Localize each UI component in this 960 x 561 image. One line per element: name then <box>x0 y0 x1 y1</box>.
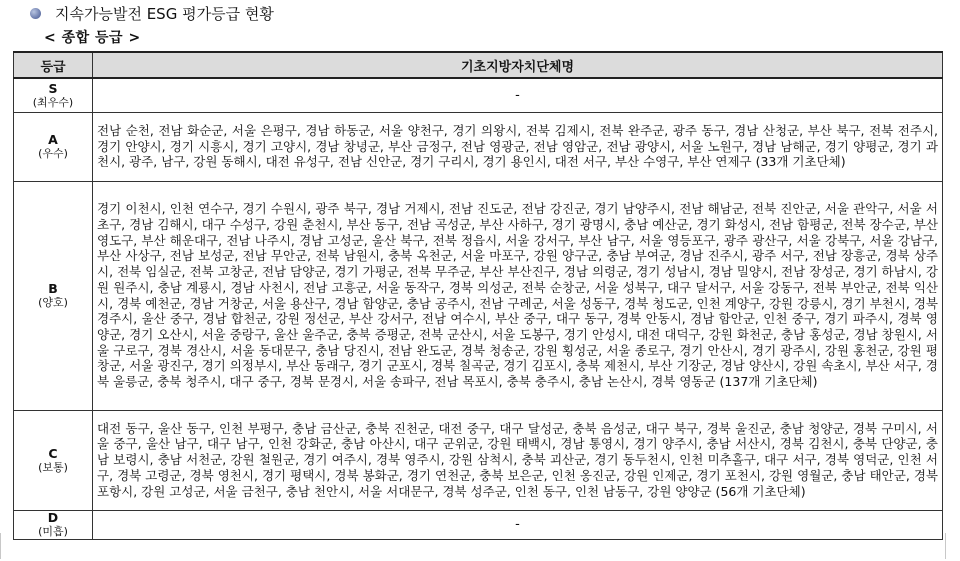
entities-cell: - <box>93 78 943 112</box>
entities-cell: - <box>93 510 943 539</box>
grade-letter: A <box>48 132 58 147</box>
table-row-c <box>14 410 943 510</box>
grade-label: (우수) <box>38 147 68 160</box>
table-row-a <box>14 112 943 181</box>
grade-letter: D <box>47 510 59 525</box>
page-margin-mark <box>945 533 946 559</box>
table-header-row <box>14 52 943 78</box>
grade-table <box>13 51 943 540</box>
entities-cell: 전남 순천, 전남 화순군, 서울 은평구, 경남 하동군, 서울 양천구, 경기 의왕시, 전북 김제시, 전북 완주군, 광주 동구, 경남 산청군, 부산 북구, 전북 전주시, 경기 안양시, 경기 시흥시, 경기 고양시, 경남 창녕군, 부산 금정구, 전남 영광군, 전남 영암군, 전남 광양시, 서울 노원구, 경남 남해군, 경기 양평군, 경기 과천시, 광주, 남구, 강원 동해시, 대전 유성구, 전남 신안군, 경기 구리시, 경기 용인시, 대전 서구, 부산 수영구, 부산 연제구 (33개 기초단체) <box>93 112 943 181</box>
grade-letter: C <box>48 445 58 461</box>
header-entities: 기초지방자치단체명 <box>93 52 943 78</box>
page-title-text: 지속가능발전 ESG 평가등급 현황 <box>55 4 274 23</box>
page-margin-mark <box>0 533 1 559</box>
table-row-d <box>14 510 943 539</box>
grade-letter: B <box>48 281 58 296</box>
grade-label: (미흡) <box>38 525 68 538</box>
page-title <box>30 2 274 24</box>
grade-label: (양호) <box>38 296 68 309</box>
table-row-b <box>14 181 943 410</box>
grade-cell <box>14 181 93 410</box>
grade-letter: S <box>48 80 58 96</box>
grade-cell <box>14 112 93 181</box>
entities-cell: 대전 동구, 울산 동구, 인천 부평구, 충남 금산군, 충북 진천군, 대전 중구, 대구 달성군, 충북 음성군, 대구 북구, 경북 울진군, 충남 청양군, 경북 구미시, 서울 중구, 울산 남구, 대구 남구, 인천 강화군, 충남 아산시, 대구 군위군, 강원 태백시, 경남 통영시, 경기 양주시, 충남 서산시, 경북 김천시, 충북 단양군, 충남 보령시, 충남 서천군, 강원 철원군, 경기 여주시, 경북 영주시, 강원 삼척시, 충북 괴산군, 경기 동두천시, 인천 미추홀구, 대구 서구, 경북 영덕군, 인천 서구, 경북 고령군, 경북 영천시, 경기 평택시, 경북 봉화군, 경기 연천군, 충북 보은군, 인천 옹진군, 강원 인제군, 경기 포천시, 강원 영월군, 충남 태안군, 경북 포항시, 강원 고성군, 서울 금천구, 충남 천안시, 서울 서대문구, 경북 성주군, 인천 동구, 인천 남동구, 강원 양양군 (56개 기초단체) <box>93 410 943 510</box>
section-subtitle: < 종합 등급 > <box>44 30 141 46</box>
entities-cell: 경기 이천시, 인천 연수구, 경기 수원시, 광주 북구, 경남 거제시, 전남 진도군, 전남 강진군, 경기 남양주시, 전남 해남군, 전북 진안군, 서울 관악구, 서울 서초구, 경남 김해시, 대구 수성구, 강원 춘천시, 부산 동구, 전남 곡성군, 부산 사하구, 경기 광명시, 충남 예산군, 경기 화성시, 전남 함평군, 전북 장수군, 부산 영도구, 부산 해운대구, 전남 나주시, 경남 고성군, 울산 북구, 전북 정읍시, 서울 강서구, 부산 남구, 서울 영등포구, 광주 광산구, 서울 강북구, 서울 강남구, 부산 사상구, 전남 보성군, 전남 무안군, 전북 남원시, 충북 옥천군, 서울 마포구, 강원 양구군, 충남 부여군, 경남 진주시, 광주 서구, 전남 장흥군, 경북 상주시, 전북 임실군, 전북 고창군, 전남 담양군, 경기 가평군, 전북 무주군, 부산 부산진구, 경남 의령군, 경기 성남시, 경남 밀양시, 전남 장성군, 경기 하남시, 강원 원주시, 충남 계룡시, 경남 사천시, 전남 고흥군, 서울 동작구, 경북 의성군, 전북 순창군, 서울 성북구, 대구 달서구, 서울 강동구, 전북 부안군, 전북 익산시, 경북 예천군, 경남 거창군, 서울 용산구, 경남 함양군, 충남 공주시, 전남 구례군, 서울 성동구, 경북 청도군, 인천 계양구, 강원 강릉시, 경기 부천시, 경북 경주시, 울산 중구, 경남 합천군, 강원 정선군, 부산 강서구, 전남 여수시, 부산 중구, 대구 동구, 경북 안동시, 경남 함안군, 인천 중구, 경기 파주시, 경북 영양군, 경기 오산시, 서울 중랑구, 울산 울주군, 충북 증평군, 전북 군산시, 서울 도봉구, 경기 안성시, 대전 대덕구, 강원 화천군, 충남 홍성군, 경남 창원시, 서울 구로구, 경북 경산시, 서울 동대문구, 충남 당진시, 전남 완도군, 경북 청송군, 강원 횡성군, 서울 종로구, 경기 안산시, 경기 광주시, 강원 홍천군, 강원 평창군, 서울 광진구, 경기 의정부시, 부산 동래구, 경기 군포시, 경북 칠곡군, 경기 김포시, 충북 제천시, 부산 기장군, 경남 양산시, 강원 속초시, 부산 서구, 경북 울릉군, 충북 청주시, 대구 중구, 경북 문경시, 서울 송파구, 전남 목포시, 충북 충주시, 충남 논산시, 경북 영동군 (137개 기초단체) <box>93 181 943 410</box>
grade-label: (보통) <box>38 460 68 474</box>
bullet-icon <box>30 8 41 19</box>
table-row-s <box>14 78 943 112</box>
grade-cell <box>14 78 93 112</box>
grade-label: (최우수) <box>32 95 74 109</box>
grade-cell <box>14 410 93 510</box>
grade-cell <box>14 510 93 539</box>
header-grade: 등급 <box>14 52 93 78</box>
